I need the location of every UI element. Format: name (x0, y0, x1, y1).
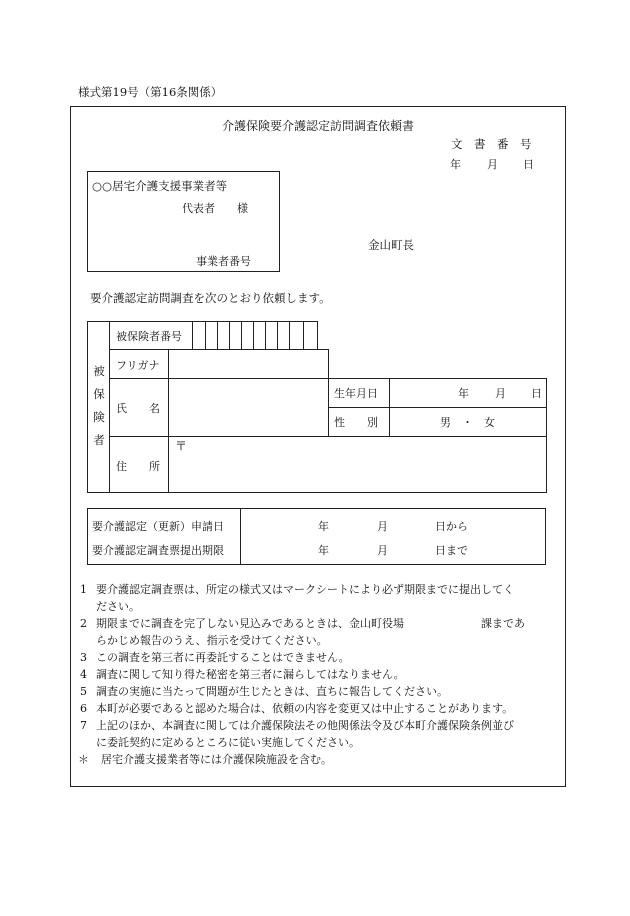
date-year: 年 (450, 158, 461, 171)
form-title: 介護保険要介護認定訪問調査依頼書 (222, 119, 415, 133)
note-item: 1 要介護認定調査票は、所定の様式又はマークシートにより必ず期限までに提出してく ださい。 (80, 583, 514, 613)
intro-text: 要介護認定訪問調査を次のとおり依頼します。 (90, 291, 331, 305)
date-month: 月 (487, 158, 498, 171)
furigana-field[interactable] (172, 352, 324, 376)
birth-day: 日 (531, 387, 542, 400)
apply-date-label: 要介護認定（更新）申請日 (92, 520, 224, 533)
deadline-year: 年 (318, 544, 329, 557)
birth-month: 月 (495, 387, 506, 400)
doc-number-label: 文 書 番 号 (451, 137, 532, 151)
insured-side-char: 保 (93, 387, 105, 401)
sender: 金山町長 (368, 238, 414, 252)
addressee-org: ○○居宅介護支援事業者等 (92, 179, 228, 193)
insured-side-cell (87, 321, 110, 493)
sex-label: 性 別 (334, 416, 378, 429)
note-item: 7 上記のほか、本調査に関しては介護保険法その他関係法令及び本町介護保険条例並び に委託契約に定めるところに従い実施してください。 (80, 719, 514, 749)
postal-mark: 〒 (175, 439, 188, 453)
footnote-mark: ＊ (78, 753, 89, 766)
insured-side-char: 被 (93, 364, 105, 378)
insured-side-char: 険 (93, 410, 105, 424)
apply-year: 年 (318, 520, 329, 533)
addressee-rep: 代表者 様 (182, 202, 248, 215)
note-item: 5 調査の実施に当たって問題が生じたときは、直ちに報告してください。 (80, 685, 448, 698)
date-day: 日 (523, 158, 534, 171)
furigana-label: フリガナ (116, 359, 160, 372)
deadline-month: 月 (377, 544, 388, 557)
birthdate-label: 生年月日 (334, 387, 378, 400)
note-item: 6 本町が必要であると認めた場合は、依頼の内容を変更又は中止することがあります。 (80, 702, 514, 715)
form-number: 様式第19号（第16条関係） (78, 85, 223, 99)
note-item: 4 調査に関して知り得た秘密を第三者に漏らしてはなりません。 (80, 668, 405, 681)
insured-side-char: 者 (93, 433, 105, 447)
sex-options[interactable]: 男 ・ 女 (440, 416, 495, 429)
name-field[interactable] (172, 381, 324, 433)
insured-number-label: 被保険者番号 (116, 330, 182, 343)
name-label: 氏 名 (116, 402, 160, 415)
addressee-biz-number: 事業者番号 (196, 255, 251, 268)
footnote: 居宅介護支援業者等には介護保険施設を含む。 (101, 753, 332, 766)
birth-year: 年 (458, 387, 469, 400)
apply-day: 日から (435, 520, 468, 533)
note-item: 2 期限までに調査を完了しない見込みであるときは、金山町役場 課まであ らかじめ報告のうえ、指示を受けてください。 (80, 617, 525, 647)
apply-month: 月 (377, 520, 388, 533)
address-label: 住 所 (116, 460, 160, 473)
address-field[interactable] (190, 440, 540, 488)
note-item: 3 この調査を第三者に再委託することはできません。 (80, 651, 350, 664)
deadline-day: 日まで (435, 544, 468, 557)
deadline-label: 要介護認定調査票提出期限 (92, 544, 224, 557)
